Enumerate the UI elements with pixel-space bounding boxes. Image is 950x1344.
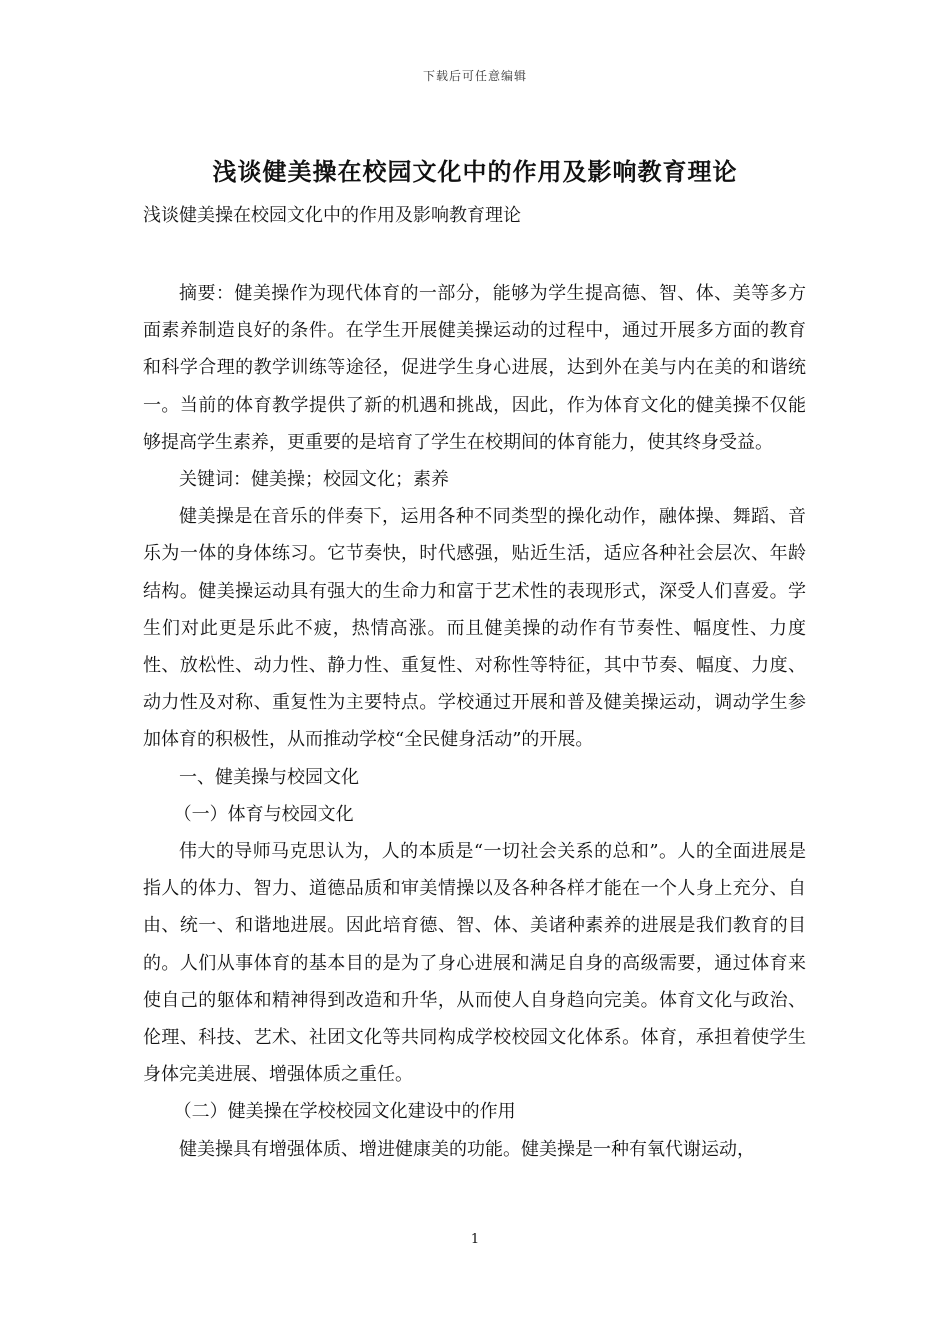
keywords-paragraph: 关键词：健美操；校园文化；素养 [179, 469, 449, 491]
abstract-paragraph: 摘要：健美操作为现代体育的一部分，能够为学生提高德、智、体、美等多方面素养制造良好的条件。在学生开展健美操运动的过程中，通过开展多方面的教育和科学合理的教学训练等途径，促进学生身心进展，达到外在美与内在美的和谐统一。当前的体育教学提供了新的机遇和挑战，因此，作为体育文化的健美操不仅能够提高学生素养，更重要的是培育了学生在校期间的体育能力，使其终身受益。 [143, 283, 806, 453]
intro-paragraph: 健美操是在音乐的伴奏下，运用各种不同类型的操化动作，融体操、舞蹈、音乐为一体的身体练习。它节奏快，时代感强，贴近生活，适应各种社会层次、年龄结构。健美操运动具有强大的生命力和富于艺术性的表现形式，深受人们喜爱。学生们对此更是乐此不疲，热情高涨。而且健美操的动作有节奏性、幅度性、力度性、放松性、动力性、静力性、重复性、对称性等特征，其中节奏、幅度、力度、动力性及对称、重复性为主要特点。学校通过开展和普及健美操运动，调动学生参加体育的积极性，从而推动学校“全民健身活动”的开展。 [143, 506, 806, 751]
document-subtitle: 浅谈健美操在校园文化中的作用及影响教育理论 [143, 205, 521, 226]
page-number: 1 [470, 1232, 480, 1247]
page-header-note: 下载后可任意编辑 [422, 69, 527, 83]
body-paragraph: 健美操具有增强体质、增进健康美的功能。健美操是一种有氧代谢运动， [179, 1138, 755, 1160]
body-paragraph: 伟大的导师马克思认为，人的本质是“一切社会关系的总和”。人的全面进展是指人的体力、智力、道德品质和审美情操以及各种各样才能在一个人身上充分、自由、统一、和谐地进展。因此培育德、智、体、美诸种素养的进展是我们教育的目的。人们从事体育的基本目的是为了身心进展和满足自身的高级需要，通过体育来使自己的躯体和精神得到改造和升华，从而使人自身趋向完美。体育文化与政治、伦理、科技、艺术、社团文化等共同构成学校校园文化体系。体育，承担着使学生身体完美进展、增强体质之重任。 [143, 841, 806, 1086]
section-heading: 一、健美操与校园文化 [179, 766, 359, 788]
document-title: 浅谈健美操在校园文化中的作用及影响教育理论 [212, 157, 738, 186]
subsection-heading: （一）体育与校园文化 [173, 803, 354, 825]
subsection-heading: （二）健美操在学校校园文化建设中的作用 [173, 1101, 516, 1123]
document-body [143, 275, 806, 1168]
